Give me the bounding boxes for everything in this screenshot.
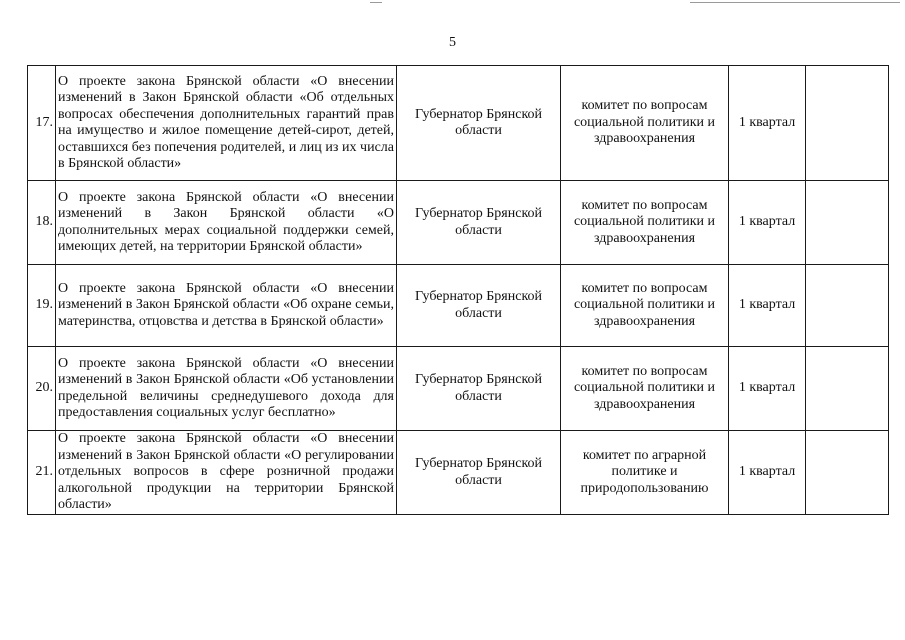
page-number: 5 (449, 35, 456, 50)
initiator-cell: Губернатор Брянской области (397, 347, 561, 431)
bill-title: О проекте закона Брянской области «О внесении изменений в Закон Брянской области «О регулировании отдельных вопросов в сфере розничной продажи алкогольной продукции на территории Брянской области» (56, 431, 397, 515)
period-cell: 1 квартал (729, 66, 806, 181)
initiator-cell: Губернатор Брянской области (397, 431, 561, 515)
committee-cell: комитет по вопросам социальной политики и здравоохранения (561, 66, 729, 181)
initiator-cell: Губернатор Брянской области (397, 66, 561, 181)
table-row (28, 347, 889, 431)
note-cell (806, 347, 889, 431)
table-row (28, 66, 889, 181)
period-cell: 1 квартал (729, 265, 806, 347)
committee-cell: комитет по аграрной политике и природопользованию (561, 431, 729, 515)
table-row (28, 265, 889, 347)
row-number: 19. (28, 265, 56, 347)
table-row (28, 431, 889, 515)
committee-cell: комитет по вопросам социальной политики и здравоохранения (561, 181, 729, 265)
note-cell (806, 66, 889, 181)
period-cell: 1 квартал (729, 347, 806, 431)
committee-cell: комитет по вопросам социальной политики и здравоохранения (561, 347, 729, 431)
legislative-plan-table (27, 65, 889, 515)
table-row (28, 181, 889, 265)
initiator-cell: Губернатор Брянской области (397, 265, 561, 347)
period-cell: 1 квартал (729, 181, 806, 265)
row-number: 17. (28, 66, 56, 181)
note-cell (806, 431, 889, 515)
initiator-cell: Губернатор Брянской области (397, 181, 561, 265)
row-number: 21. (28, 431, 56, 515)
bill-title: О проекте закона Брянской области «О внесении изменений в Закон Брянской области «Об отдельных вопросах обеспечения дополнительных гарантий прав на имущество и жилое помещение детей-сирот, детей, оставшихся без попечения родителей, и лиц из их числа в Брянской области» (56, 66, 397, 181)
note-cell (806, 265, 889, 347)
bill-title: О проекте закона Брянской области «О внесении изменений в Закон Брянской области «Об установлении предельной величины среднедушевого дохода для предоставления социальных услуг бесплатно» (56, 347, 397, 431)
scan-artifact (690, 2, 900, 3)
note-cell (806, 181, 889, 265)
row-number: 18. (28, 181, 56, 265)
bill-title: О проекте закона Брянской области «О внесении изменений в Закон Брянской области «Об охране семьи, материнства, отцовства и детства в Брянской области» (56, 265, 397, 347)
row-number: 20. (28, 347, 56, 431)
bill-title: О проекте закона Брянской области «О внесении изменений в Закон Брянской области «О дополнительных мерах социальной поддержки семей, имеющих детей, на территории Брянской области» (56, 181, 397, 265)
period-cell: 1 квартал (729, 431, 806, 515)
committee-cell: комитет по вопросам социальной политики и здравоохранения (561, 265, 729, 347)
scan-artifact (370, 2, 382, 3)
